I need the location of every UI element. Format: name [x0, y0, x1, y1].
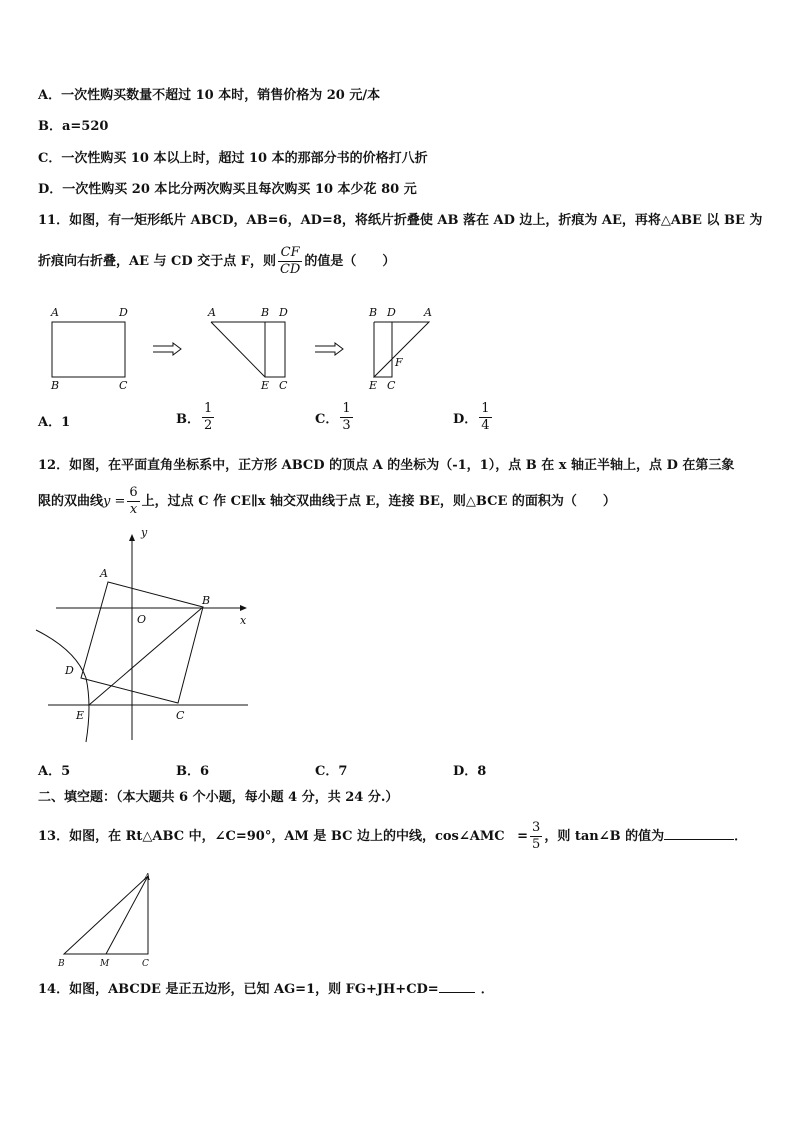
- q13-stem: [38, 820, 747, 853]
- fig2-label-d: D: [279, 306, 288, 319]
- q12-label-x: x: [240, 614, 247, 627]
- fig1-label-c: C: [119, 379, 128, 392]
- q12-label-b: B: [202, 594, 211, 607]
- q13-frac-den: 5: [532, 837, 541, 852]
- q12-label-a: A: [100, 567, 108, 580]
- arrow-icon: [153, 343, 183, 355]
- arrow-icon: [315, 343, 345, 355]
- q13-end: ．: [734, 829, 748, 844]
- q11-stem-post: 的值是（ ）: [304, 254, 396, 269]
- fig1-label-a: A: [51, 306, 59, 319]
- q12-stem-line2: [38, 485, 616, 518]
- q12-option-b: B．6: [176, 764, 210, 779]
- q12-label-c: C: [176, 709, 185, 722]
- q11-option-d-den: 4: [481, 418, 490, 433]
- q12-option-d: D．8: [453, 764, 487, 779]
- q13-label-a: A: [144, 873, 151, 883]
- q12-label-y: y: [141, 526, 148, 539]
- q13-triangle-figure: [52, 868, 162, 973]
- q11-fraction: [278, 245, 302, 278]
- q11-option-c-label: C．: [315, 412, 339, 427]
- q10-option-c: C．一次性购买 10 本以上时，超过 10 本的那部分书的价格打八折: [38, 151, 428, 166]
- q11-option-b-fraction: [202, 401, 214, 434]
- q11-option-d-fraction: [479, 401, 491, 434]
- q12-coordinate-figure: [36, 526, 256, 745]
- q12-frac-num: 6: [129, 485, 138, 500]
- q13-stem-post: ，则 tan∠B 的值为: [544, 829, 665, 844]
- q11-option-a: A．1: [38, 415, 71, 430]
- fig1-label-b: B: [51, 379, 60, 392]
- q13-answer-blank[interactable]: [664, 839, 734, 840]
- q11-figure-2: [205, 302, 300, 392]
- fig3-label-a: A: [424, 306, 432, 319]
- q11-option-d-label: D．: [453, 412, 478, 427]
- q10-option-d: D．一次性购买 20 本比分两次购买且每次购买 10 本少花 80 元: [38, 182, 417, 197]
- q12-label-e: E: [76, 709, 85, 722]
- q12-stem-pre: 限的双曲线: [38, 494, 104, 509]
- q11-frac-num: CF: [278, 245, 302, 262]
- q13-label-b: B: [58, 959, 65, 969]
- q11-option-d-num: 1: [481, 401, 490, 416]
- q12-frac-den: x: [129, 502, 138, 517]
- q11-stem-line2: [38, 245, 395, 278]
- q11-option-c-num: 1: [342, 401, 351, 416]
- q11-option-b-num: 1: [204, 401, 213, 416]
- fig2-label-a: A: [208, 306, 216, 319]
- q13-fraction: [530, 820, 542, 853]
- q12-label-d: D: [65, 664, 74, 677]
- q11-figure-1: [45, 302, 140, 392]
- q12-option-a: A．5: [38, 764, 71, 779]
- fig3-label-d: D: [387, 306, 396, 319]
- q12-stem-post: 上，过点 C 作 CE∥x 轴交双曲线于点 E，连接 BE，则△BCE 的面积为（ ）: [141, 494, 616, 509]
- q12-fraction: [127, 485, 139, 518]
- q10-option-b: B．a=520: [38, 119, 109, 134]
- q11-stem-line1: 11．如图，有一矩形纸片 ABCD，AB=6，AD=8，将纸片折叠使 AB 落在 AD 边上，折痕为 AE，再将△ABE 以 BE 为: [38, 213, 763, 228]
- q12-y-eq: y =: [103, 494, 126, 509]
- q14-stem: [38, 978, 494, 997]
- fig3-label-e: E: [369, 379, 378, 392]
- q11-figure-3: [365, 302, 445, 392]
- q11-option-b-den: 2: [204, 418, 213, 433]
- q13-frac-num: 3: [532, 820, 541, 835]
- q14-end: ．: [480, 982, 494, 997]
- q11-option-b: [176, 401, 216, 434]
- q14-answer-blank[interactable]: [439, 992, 475, 993]
- q11-option-c: [315, 401, 355, 434]
- fig2-label-c: C: [279, 379, 288, 392]
- q10-option-a: A．一次性购买数量不超过 10 本时，销售价格为 20 元/本: [38, 88, 381, 103]
- q12-stem-line1: 12．如图，在平面直角坐标系中，正方形 ABCD 的顶点 A 的坐标为（-1，1），点 B 在 x 轴正半轴上，点 D 在第三象: [38, 458, 735, 473]
- fig2-label-b: B: [261, 306, 270, 319]
- q11-frac-den: CD: [279, 262, 301, 277]
- q13-eq: =: [517, 829, 529, 844]
- section-heading-fill-blank: 二、填空题：（本大题共 6 个小题，每小题 4 分，共 24 分.）: [38, 790, 399, 805]
- fig2-label-e: E: [261, 379, 270, 392]
- q11-option-d: [453, 401, 494, 434]
- fig3-label-b: B: [369, 306, 378, 319]
- q11-stem-pre: 折痕向右折叠，AE 与 CD 交于点 F，则: [38, 254, 276, 269]
- fig3-label-f: F: [395, 356, 403, 369]
- q12-label-o: O: [137, 613, 147, 626]
- q13-stem-pre: 13．如图，在 Rt△ABC 中，∠C=90°，AM 是 BC 边上的中线，cos∠AMC: [38, 829, 505, 844]
- q11-option-b-label: B．: [176, 412, 200, 427]
- q13-label-m: M: [100, 959, 110, 969]
- q12-option-c: C．7: [315, 764, 348, 779]
- fig3-label-c: C: [387, 379, 396, 392]
- q11-option-c-den: 3: [342, 418, 351, 433]
- q14-stem-pre: 14．如图，ABCDE 是正五边形，已知 AG=1，则 FG+JH+CD=: [38, 982, 439, 997]
- q11-option-c-fraction: [340, 401, 352, 434]
- fig1-label-d: D: [119, 306, 128, 319]
- q13-label-c: C: [142, 959, 149, 969]
